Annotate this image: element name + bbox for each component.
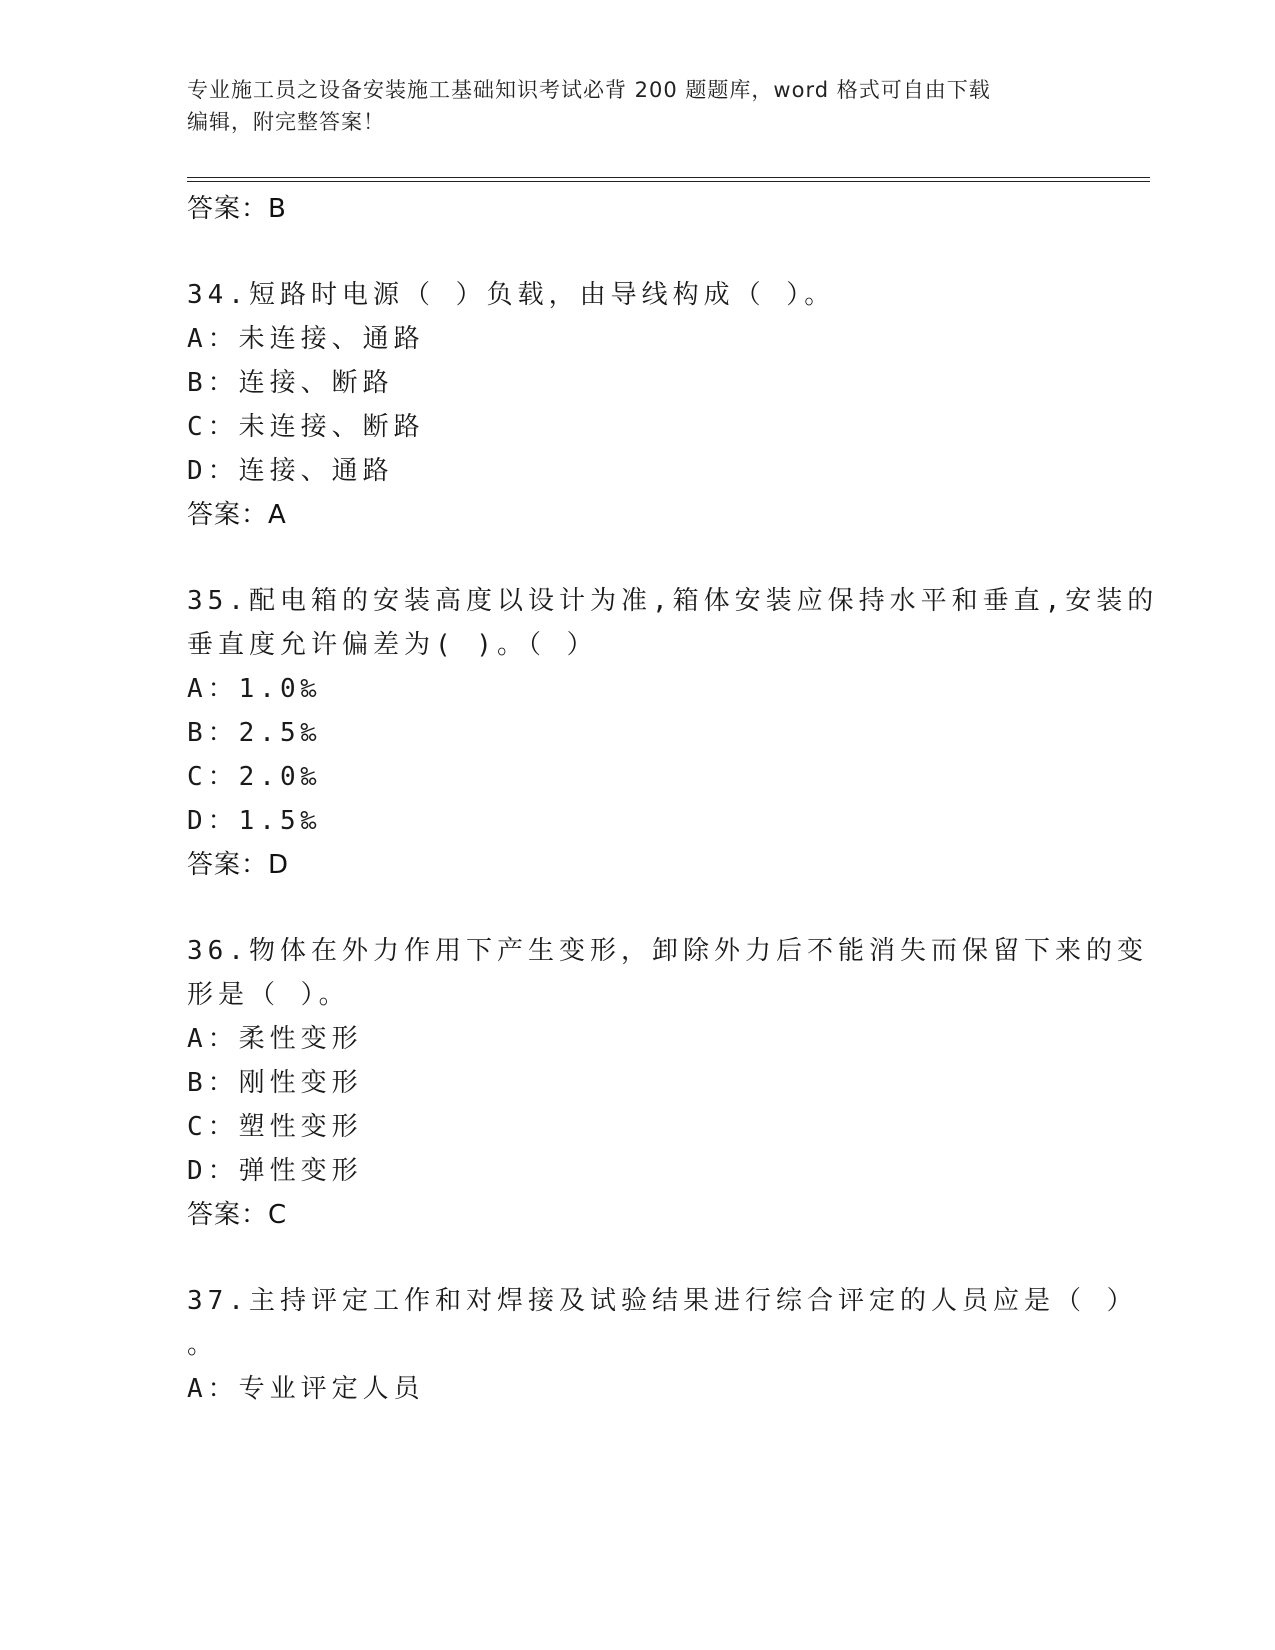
- question-34-option-c: C：未连接、断路: [187, 412, 425, 442]
- question-36-option-a: A：柔性变形: [187, 1024, 363, 1054]
- question-35-stem-line-1: 35.配电箱的安装高度以设计为准,箱体安装应保持水平和垂直,安装的: [187, 586, 1159, 616]
- header-divider-bottom: [187, 181, 1150, 182]
- question-34-stem: 34.短路时电源（ ）负载，由导线构成（ ）。: [187, 280, 836, 310]
- question-34-option-a: A：未连接、通路: [187, 324, 425, 354]
- question-37-stem-line-2: 。: [187, 1330, 219, 1360]
- question-36-option-c: C：塑性变形: [187, 1112, 363, 1142]
- question-34-option-d: D：连接、通路: [187, 456, 394, 486]
- question-35-option-d: D：1.5‰: [187, 806, 322, 836]
- question-35-option-a: A：1.0‰: [187, 674, 322, 704]
- question-36-stem-line-2: 形是（ ）。: [187, 980, 350, 1010]
- question-36-option-b: B：刚性变形: [187, 1068, 363, 1098]
- question-34-answer: 答案：A: [187, 500, 287, 530]
- question-35-answer: 答案：D: [187, 850, 290, 880]
- question-36-option-d: D：弹性变形: [187, 1156, 363, 1186]
- header-divider-top: [187, 177, 1150, 178]
- question-35-option-b: B：2.5‰: [187, 718, 322, 748]
- question-37-stem-line-1: 37.主持评定工作和对焊接及试验结果进行综合评定的人员应是（ ）: [187, 1286, 1138, 1316]
- header-line-1: 专业施工员之设备安装施工基础知识考试必背 200 题题库，word 格式可自由下载: [187, 78, 991, 102]
- question-37-option-a: A：专业评定人员: [187, 1374, 425, 1404]
- question-36-answer: 答案：C: [187, 1200, 288, 1230]
- document-header: [187, 74, 1067, 138]
- question-35-option-c: C：2.0‰: [187, 762, 322, 792]
- question-36-stem-line-1: 36.物体在外力作用下产生变形，卸除外力后不能消失而保留下来的变: [187, 936, 1148, 966]
- previous-answer: 答案：B: [187, 194, 287, 224]
- header-line-2: 编辑，附完整答案！: [187, 110, 385, 134]
- question-34-option-b: B：连接、断路: [187, 368, 394, 398]
- question-35-stem-line-2: 垂直度允许偏差为( )。（ ）: [187, 630, 598, 660]
